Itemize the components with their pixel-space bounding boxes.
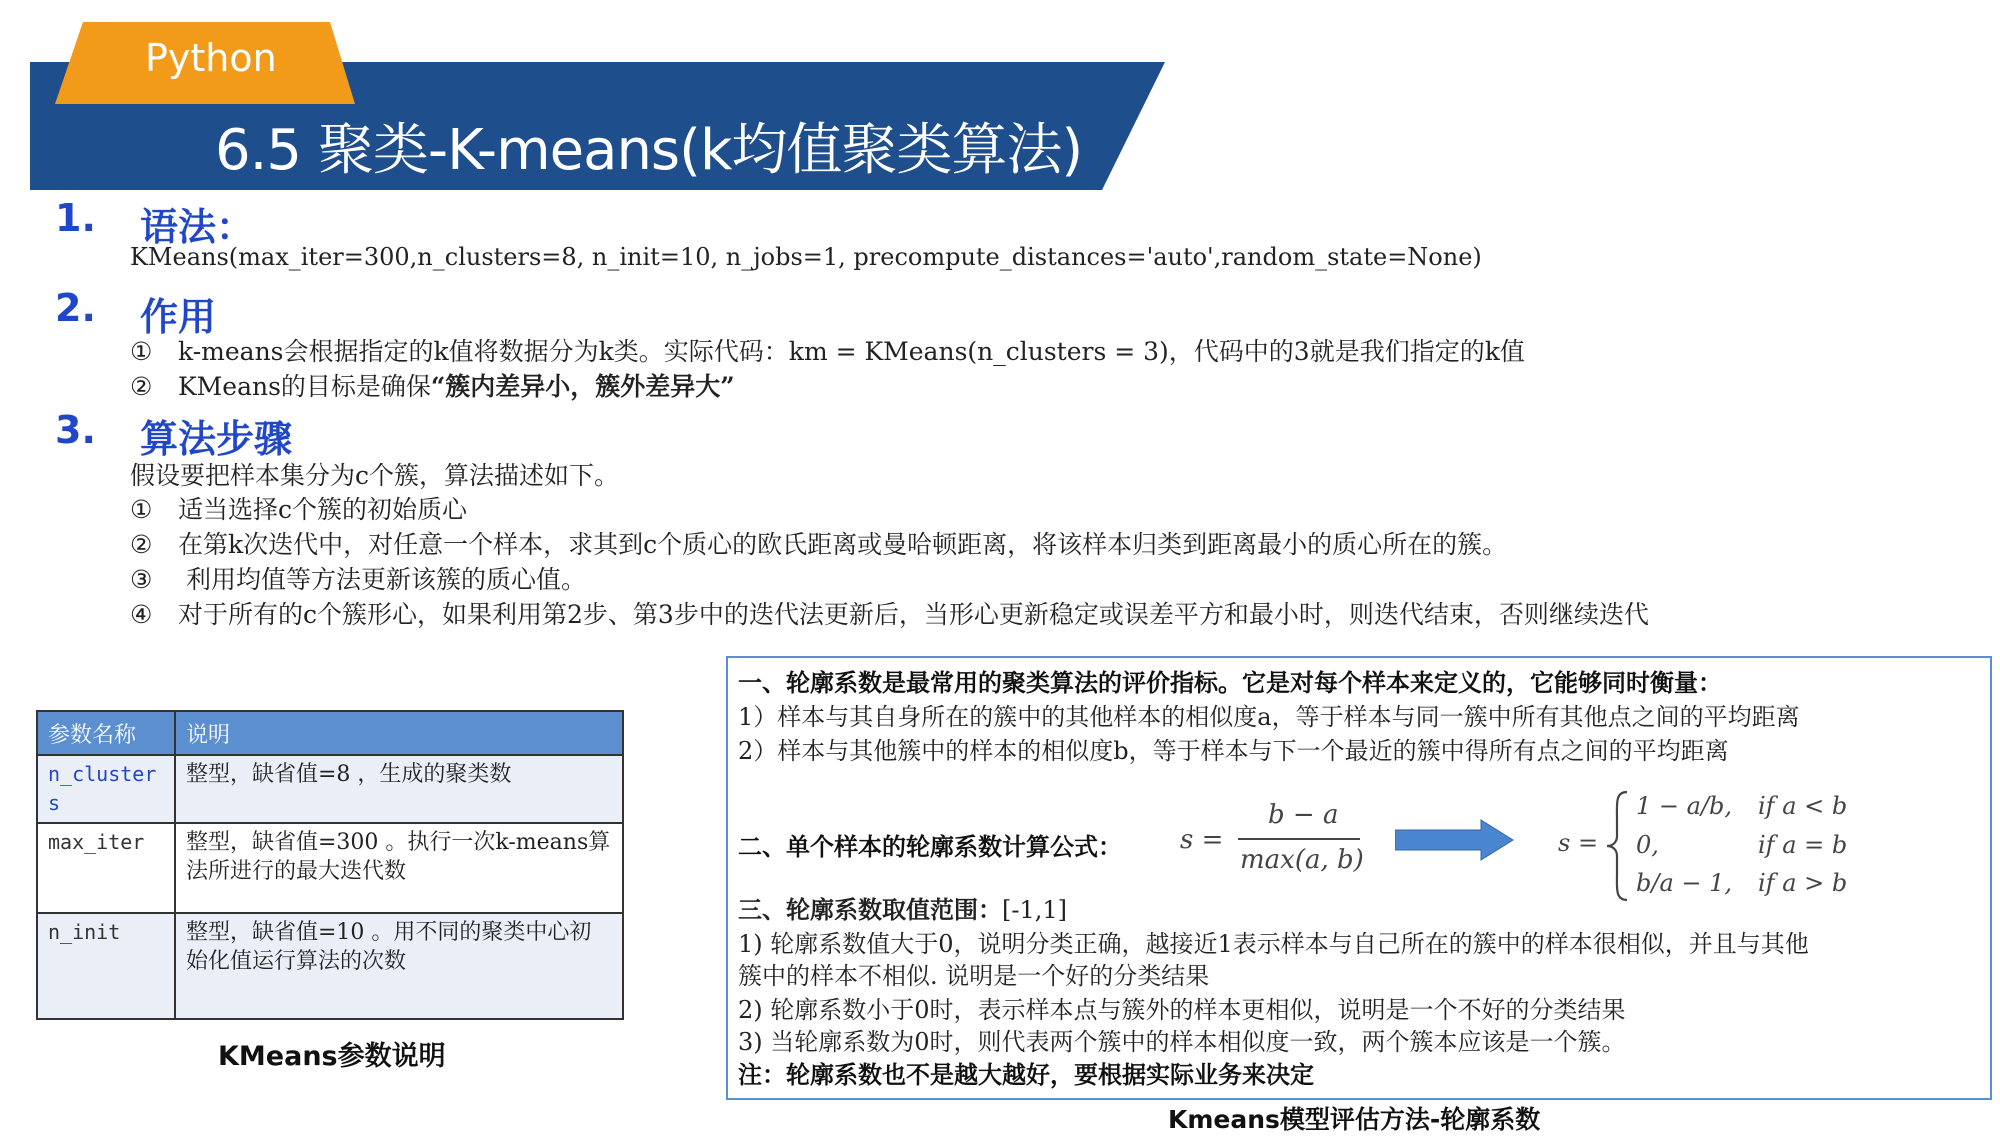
item-marker: ① [130, 495, 153, 524]
fraction-bar [1238, 838, 1360, 840]
eval-line: 3) 当轮廓系数为0时，则代表两个簇中的样本相似度一致，两个簇本应该是一个簇。 [738, 1028, 1626, 1056]
param-name: n_clusters [37, 755, 175, 823]
purpose-item-2-emphasis: “簇内差异小，簇外差异大” [430, 372, 735, 401]
left-brace-icon [1605, 790, 1631, 902]
eval-heading-1: 一、轮廓系数是最常用的聚类算法的评价指标。它是对每个样本来定义的，它能够同时衡量： [738, 668, 1722, 697]
right-arrow-icon [1395, 818, 1515, 862]
step-item [130, 560, 586, 596]
formula-s-label: s = [1180, 825, 1224, 855]
syntax-line: KMeans(max_iter=300,n_clusters=8, n_init=10, n_jobs=1, precompute_distances='auto',random_state=None) [130, 243, 1482, 271]
formula-denominator: max(a, b) [1240, 845, 1364, 875]
section-3-number: 3. [55, 408, 96, 452]
param-header-desc: 说明 [175, 711, 623, 755]
param-desc: 整型，缺省值=8 ，生成的聚类数 [175, 755, 623, 823]
param-header-name: 参数名称 [37, 711, 175, 755]
item-marker: ③ [130, 565, 153, 594]
piecewise-cond-2: if a = b [1758, 831, 1848, 859]
section-1-number: 1. [55, 196, 96, 240]
eval-range-value: [-1,1] [1002, 896, 1068, 924]
eval-line: 簇中的样本不相似. 说明是一个好的分类结果 [738, 962, 1210, 990]
item-marker: ④ [130, 600, 153, 629]
eval-line: 1) 轮廓系数值大于0，说明分类正确，越接近1表示样本与自己所在的簇中的样本很相似，并且与其他 [738, 930, 1809, 958]
param-name: max_iter [37, 823, 175, 913]
piecewise-case-1: 1 − a/b, [1636, 792, 1733, 820]
item-marker: ② [130, 530, 153, 559]
step-text: 利用均值等方法更新该簇的质心值。 [178, 565, 586, 594]
step-item [130, 525, 1507, 561]
piecewise-case-3: b/a − 1, [1636, 869, 1733, 897]
param-table-header [37, 711, 623, 755]
param-desc: 整型，缺省值=10 。用不同的聚类中心初始化值运行算法的次数 [175, 913, 623, 1019]
purpose-item-1 [130, 332, 1525, 368]
step-item [130, 595, 1649, 631]
piecewise-case-2: 0, [1636, 831, 1659, 859]
eval-note: 注：轮廓系数也不是越大越好，要根据实际业务来决定 [738, 1060, 1314, 1089]
table-row [37, 913, 623, 1019]
item-marker: ② [130, 372, 153, 401]
param-table [36, 710, 624, 1020]
brace-path [1607, 792, 1627, 900]
table-row [37, 755, 623, 823]
section-2-heading: 作用 [140, 295, 217, 339]
piecewise-cond-3: if a > b [1758, 869, 1848, 897]
section-1-heading: 语法： [140, 205, 255, 249]
table-row [37, 823, 623, 913]
piecewise-s-label: s = [1558, 829, 1599, 857]
eval-range-line [738, 890, 1067, 925]
purpose-item-2-text: KMeans的目标是确保 [178, 372, 431, 401]
formula-numerator: b − a [1268, 800, 1339, 830]
eval-line: 2) 轮廓系数小于0时，表示样本点与簇外的样本更相似，说明是一个不好的分类结果 [738, 996, 1626, 1024]
eval-heading-3: 三、轮廓系数取值范围： [738, 895, 1002, 924]
step-text: 适当选择c个簇的初始质心 [178, 495, 468, 524]
section-2-number: 2. [55, 286, 96, 330]
item-marker: ① [130, 337, 153, 366]
eval-heading-2: 二、单个样本的轮廓系数计算公式： [738, 832, 1122, 861]
param-name: n_init [37, 913, 175, 1019]
step-text: 对于所有的c个簇形心，如果利用第2步、第3步中的迭代法更新后，当形心更新稳定或误差平方和最小时，则迭代结束，否则继续迭代 [178, 600, 1649, 629]
step-item [130, 490, 467, 526]
arrow-shape [1395, 820, 1513, 860]
evaluation-caption: Kmeans模型评估方法-轮廓系数 [1168, 1105, 1541, 1134]
piecewise-cond-1: if a < b [1758, 792, 1848, 820]
param-desc: 整型，缺省值=300 。执行一次k-means算法所进行的最大迭代数 [175, 823, 623, 913]
steps-intro: 假设要把样本集分为c个簇，算法描述如下。 [130, 461, 620, 490]
python-tab-label: Python [145, 36, 277, 80]
page-title: 6.5 聚类-K-means(k均值聚类算法) [215, 118, 1083, 183]
section-3-heading: 算法步骤 [140, 417, 293, 461]
eval-line: 1）样本与其自身所在的簇中的其他样本的相似度a，等于样本与同一簇中所有其他点之间的平均距离 [738, 703, 1800, 731]
param-table-caption: KMeans参数说明 [218, 1041, 446, 1072]
step-text: 在第k次迭代中，对任意一个样本，求其到c个质心的欧氏距离或曼哈顿距离，将该样本归类到距离最小的质心所在的簇。 [178, 530, 1508, 559]
eval-line: 2）样本与其他簇中的样本的相似度b，等于样本与下一个最近的簇中得所有点之间的平均距离 [738, 737, 1729, 765]
purpose-item-2 [130, 367, 735, 403]
purpose-item-1-text: k-means会根据指定的k值将数据分为k类。实际代码：km = KMeans(n_clusters = 3)，代码中的3就是我们指定的k值 [178, 337, 1525, 366]
